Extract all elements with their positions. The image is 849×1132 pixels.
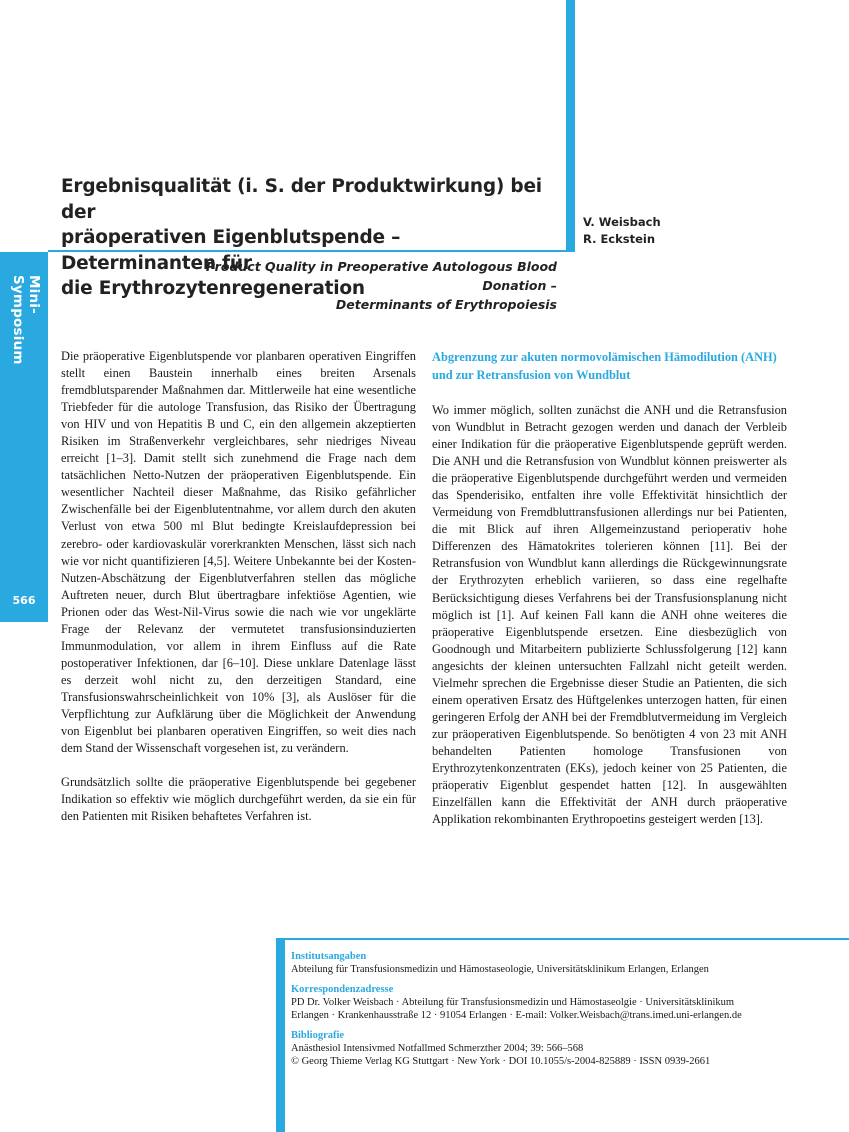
body-column-left [61, 348, 416, 825]
body-column-right [432, 348, 787, 828]
body-paragraph: Grundsätzlich sollte die präoperative Eigenblutspende bei gegebener Indikation so effektiv wie möglich durchgeführt werden, da sie ein für den Patienten mit Risiken behaftetes Verfahren ist. [61, 775, 416, 824]
title-line: Ergebnisqualität (i. S. der Produktwirkung) bei der [61, 176, 542, 223]
author-name: R. Eckstein [583, 232, 656, 246]
bibliography-label: Bibliografie [291, 1030, 345, 1041]
subtitle-line: Determinants of Erythropoiesis [335, 297, 557, 312]
correspondence-text: Erlangen · Krankenhausstraße 12 · 91054 Erlangen · E-mail: Volker.Weisbach@trans.imed.uni-erlangen.de [291, 1010, 742, 1021]
bibliography-text: © Georg Thieme Verlag KG Stuttgart · New York · DOI 10.1055/s-2004-825889 · ISSN 0939-2661 [291, 1056, 711, 1067]
correspondence-block [291, 983, 831, 1022]
bibliography-block [291, 1029, 831, 1068]
author-list [583, 214, 783, 248]
subtitle-line: Product Quality in Preoperative Autologous Blood Donation – [205, 259, 557, 293]
title-line: präoperativen Eigenblutspende – Determinanten für [61, 227, 401, 274]
bibliography-text: Anästhesiol Intensivmed Notfallmed Schmerzther 2004; 39: 566–568 [291, 1043, 584, 1054]
accent-bar-top [566, 0, 575, 250]
page-number: 566 [12, 594, 36, 607]
english-subtitle [150, 257, 557, 314]
section-heading: Abgrenzung zur akuten normovolämischen Hämodilution (ANH) und zur Retransfusion von Wundblut [432, 350, 777, 382]
body-paragraph: Die präoperative Eigenblutspende vor planbaren operativen Eingriffen stellt einen Baustein innerhalb eines breiten Arsenals fremdblutsparender Maßnahmen dar. Mittlerweile hat eine wesentliche Triebfeder für die autologe Transfusion, das Risiko der Übertragung von HIV und von Hepatitis B und C, ein den allgemein akzeptierten Risiken im Straßenverkehr vergleichbares, sehr niedriges Niveau erreicht [1–3]. Damit stellt sich zunehmend die Frage nach dem tatsächlichen Netto-Nutzen der präoperativen Eigenblutspende. Ein wesentlicher Nachteil dieser Maßnahme, das Risiko gefährlicher Zwischenfälle bei der Eigenblutentnahme, vor allem durch den akuten Verlust von etwa 500 ml Blut bedingte Kreislaufdepression bei zerebro- oder kardiovaskulär vorerkrankten Menschen, lässt sich nach wie vor nicht quantifizieren [4,5]. Weitere Unbekannte bei der Kosten-Nutzen-Abschätzung der Eigenblutverfahren stellen das mögliche Auftreten neuer, durch Blut übertragbare infektiöse Agentien, wie Prionen oder das West-Nil-Virus sowie die nach wie vor ungeklärte Frage der Relevanz der vermutetet transfusionsinduzierten Immunmodulation, vor allem in ihrem Einfluss auf die Rate postoperativer Infektionen, dar [6–10]. Diese unklare Datenlage lässt es derzeit wohl nicht zu, den derzeitigen Standard, eine Transfusionswahrscheinlichkeit von 10% [3], als Auslöser für die Verpflichtung zur Aufklärung über die Möglichkeit der Anwendung von Eigenblut bei planbaren operativen Eingriffen, so weit dies nach dem Stand der Wissenschaft vorgesehen ist, zu verändern. [61, 349, 416, 756]
correspondence-label: Korrespondenzadresse [291, 984, 394, 995]
institute-text: Abteilung für Transfusionsmedizin und Hämostaseologie, Universitätsklinikum Erlangen, Erlangen [291, 964, 709, 975]
institute-label: Institutsangaben [291, 951, 367, 962]
info-rule [276, 938, 849, 940]
author-name: V. Weisbach [583, 215, 661, 229]
body-paragraph: Wo immer möglich, sollten zunächst die ANH und die Retransfusion von Wundblut in Betracht gezogen werden und danach der Verbleib einer Indikation für die präoperative Eigenblutspende geprüft werden. Die ANH und die Retransfusion von Wundblut können preiswerter als die präoperative Eigenblutspende durchgeführt werden und vermeiden das Spenderisiko, entfalten ihre volle Effektivität hinsichtlich der Vermeidung von Fremdbluttransfusionen allerdings nur bei Patienten, die mit Blick auf ihren Allgemeinzustand perioperativ hohe Differenzen des Hämatokrites tolerieren können [11]. Bei der Retransfusion von Wundblut kann allerdings die Rückgewinnungsrate der Erythrozyten erheblich variieren, so dass eine regelhafte Berücksichtigung dieses Verfahrens bei der Transfusionsplanung nicht möglich ist [1]. Auf keinen Fall kann die ANH ohne weiteres die präoperative Eigenblutspende ersetzen. Eine diesbezüglich von Goodnough und Mitarbeitern publizierte Schlussfolgerung [12] kann angesichts der kleinen untersuchten Fallzahl nicht geteilt werden. Vielmehr sprechen die Ergebnisse dieser Studie an Patienten, die sich einem operativen Ersatz des Hüftgelenkes unterzogen hatten, für einen geringeren Erfolg der ANH bei der Fremdblutvermeidung im Vergleich zur präoperativen Eigenblutspende. So benötigten 4 von 23 mit ANH behandelten Patienten homologe Transfusionen von Erythrozytenkonzentraten (EKs), jedoch keiner von 25 Patienten, die präoperativ Eigenblut gespendet hatten [12]. In ausgewählten Einzelfällen kann die Effektivität der ANH durch präoperative Applikation rekombinanten Erythropoetins gesteigert werden [13]. [432, 403, 787, 827]
title-line: die Erythrozytenregeneration [61, 278, 365, 299]
section-label: Mini-Symposium [10, 275, 42, 365]
accent-bar-bottom [276, 938, 285, 1132]
institute-block [291, 950, 831, 976]
article-info-box [291, 950, 831, 1075]
correspondence-text: PD Dr. Volker Weisbach · Abteilung für Transfusionsmedizin und Hämostaseolgie · Universitätsklinikum [291, 997, 735, 1008]
